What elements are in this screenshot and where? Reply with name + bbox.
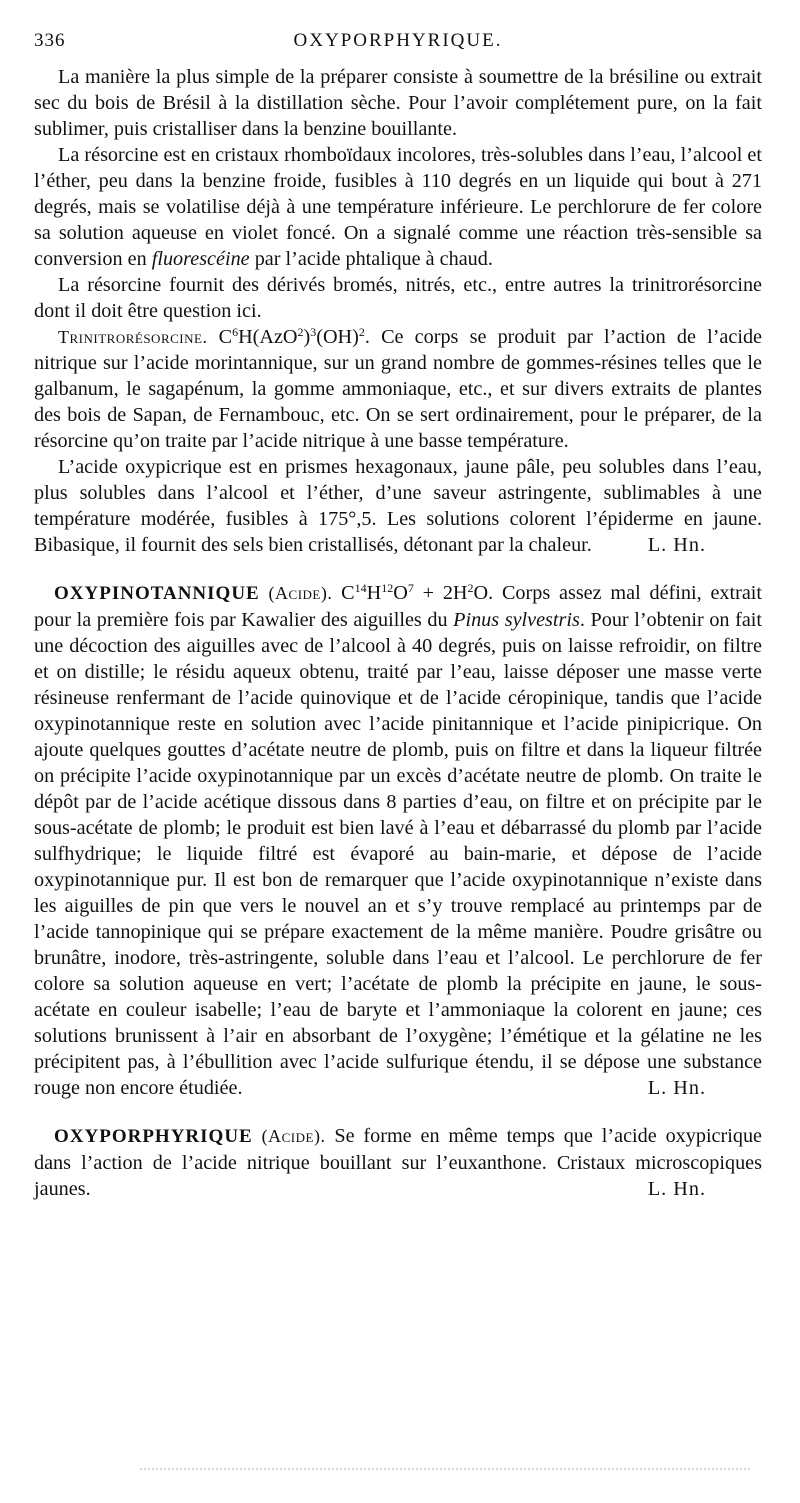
entry-head: OXYPORPHYRIQUE [54,1126,253,1147]
page-bottom-smudge [140,1468,750,1472]
entry-body: OXYPORPHYRIQUE (Acide). Se forme en même temps que l’acide oxypicrique dans l’action de l’acide nitrique bouillant sur l’euxanthone. Cristaux microscopiques jaunes. L. Hn. [34,1125,762,1200]
page-header [34,24,762,64]
running-title: OXYPORPHYRIQUE. [293,30,503,51]
paragraph-preparation: La manière la plus simple de la préparer consiste à soumettre de la brésiline ou extrait sec du bois de Brésil à la distillation sèche. Pour l’avoir complétement pure, on la fait sublimer, puis cristalliser dans la benzine bouillante. [34,66,762,140]
italic-term: Pinus sylvestris [453,609,580,631]
page-number: 336 [34,30,66,51]
entry-qualifier: (Acide). [261,1126,326,1146]
paragraph-oxypicrique: L’acide oxypicrique est en prismes hexagonaux, jaune pâle, peu solubles dans l’eau, plus solubles dans l’alcool et l’éther, d’une saveur astringente, sublimables à une température modérée, fusibles à 175°,5. Les solutions colorent l’épiderme en jaune. Bibasique, il fournit des sels bien cristallisés, détonant par la chaleur. L. Hn. [34,456,762,556]
paragraph-trinitroresorcine: Trinitrorésorcine. $C^6H(AzO^2)^3(OH)^2$. Ce corps se produit par l’action de l’acide nitrique sur l’acide morintannique, sur un grand nombre de gommes-résines telles que le galbanum, le sagapénum, la gomme ammoniaque, etc., et sur divers extraits de plantes des bois de Sapan, de Fernambouc, etc. On se sert ordinairement, pour le préparer, de la résorcine qu’on traite par l’acide nitrique à une basse température. [34,325,762,452]
continued-article [34,64,762,558]
entry-oxypinotannique [34,580,762,1101]
paragraph-properties: La résorcine est en cristaux rhomboïdaux incolores, très-solubles dans l’eau, l’alcool et l’éther, peu dans la benzine froide, fusibles à 110 degrés en un liquide qui bout à 271 degrés, mais se volatilise déjà à une température inférieure. Le perchlorure de fer colore sa solution aqueuse en violet foncé. On a signalé comme une réaction très-sensible sa conversion en fluorescéine par l’acide phtalique à chaud. [34,144,762,270]
formula: $C^6H(AzO^2)^3(OH)^2$ [207,325,365,348]
entry-qualifier: (Acide). [268,583,333,603]
paragraph-derivatives: La résorcine fournit des dérivés bromés, nitrés, etc., entre autres la trinitrorésorcine dont il doit être question ici. [34,274,762,322]
document-page [34,24,762,1202]
subentry-head: Trinitrorésorcine. [58,327,208,347]
formula: $C^{14}H^{12}O^7 + 2H^2O$. [332,581,494,604]
entry-head: OXYPINOTANNIQUE [54,583,260,604]
author-signature: L. Hn. [647,1077,706,1099]
italic-term: fluorescéine [151,248,250,270]
author-signature: L. Hn. [647,1178,706,1200]
entry-oxyporphyrique [34,1123,762,1202]
author-signature: L. Hn. [647,534,706,556]
entry-body: OXYPINOTANNIQUE (Acide). $C^{14}H^{12}O^7 + 2H^2O$. Corps assez mal défini, extrait pour la première fois par Kawalier des aiguilles du Pinus sylvestris. Pour l’obtenir on fait une décoction des aiguilles avec de l’alcool à 40 degrés, puis on laisse refroidir, on filtre et on distille; le résidu aqueux obtenu, traité par l’eau, laisse déposer une masse verte résineuse renfermant de l’acide quinovique et de l’acide céropinique, tandis que l’acide oxypinotannique reste en solution avec l’acide pinitannique et l’acide pinipicrique. On ajoute quelques gouttes d’acétate neutre de plomb, puis on filtre et dans la liqueur filtrée on précipite l’acide oxypinotannique par un excès d’acétate neutre de plomb. On traite le dépôt par de l’acide acétique dissous dans 8 parties d’eau, on filtre et on précipite par le sous-acétate de plomb; le produit est bien lavé à l’eau et débarrassé du plomb par l’acide sulfhydrique; le liquide filtré est évaporé au bain-marie, et dépose de l’acide oxypinotannique pur. Il est bon de remarquer que l’acide oxypinotannique n’existe dans les aiguilles de pin que vers le nouvel an et s’y trouve remplacé au printemps par de l’acide tannopinique qui se prépare exactement de la même manière. Poudre grisâtre ou brunâtre, inodore, très-astringente, soluble dans l’eau et l’alcool. Le perchlorure de fer colore sa solution aqueuse en vert; l’acétate de plomb la précipite en jaune, le sous-acétate en couleur isabelle; l’eau de baryte et l’ammoniaque la colorent en jaune; ces solutions brunissent à l’air en absorbant de l’oxygène; l’émétique et la gélatine ne les précipitent pas, à l’ébullition avec l’acide sulfurique étendu, il se dépose une substance rouge non encore étudiée. L. Hn. [34,581,763,1099]
